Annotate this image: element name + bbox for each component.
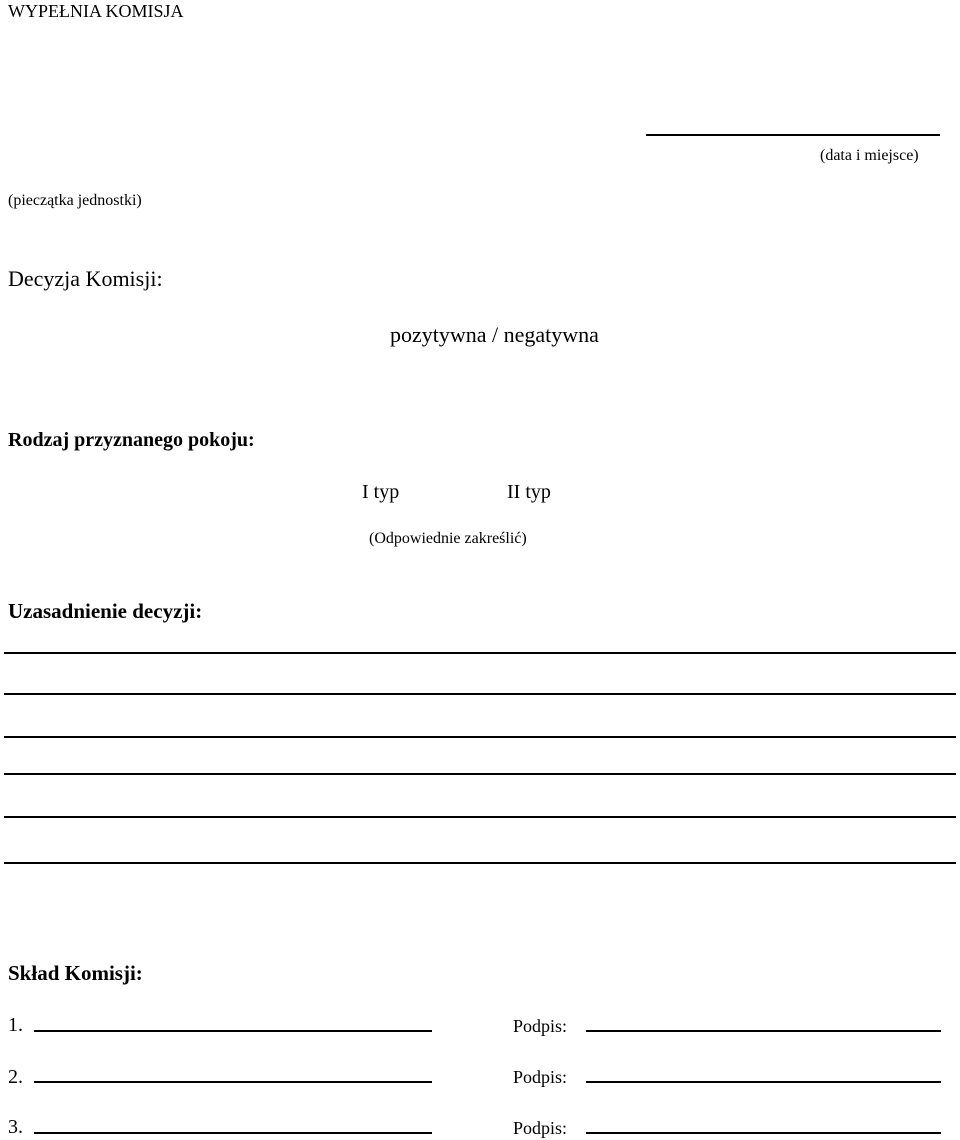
justification-line-3[interactable]	[4, 736, 956, 738]
signature-line-1[interactable]	[586, 1030, 941, 1032]
room-type-heading: Rodzaj przyznanego pokoju:	[8, 429, 255, 451]
decision-heading: Decyzja Komisji:	[8, 266, 163, 291]
room-type-option-1[interactable]: I typ	[362, 481, 400, 503]
justification-line-4[interactable]	[4, 773, 956, 775]
member-name-line-3[interactable]	[34, 1132, 432, 1134]
date-place-line[interactable]	[646, 134, 940, 136]
stamp-caption: (pieczątka jednostki)	[8, 192, 142, 209]
justification-line-5[interactable]	[4, 816, 956, 818]
room-type-instruction: (Odpowiednie zakreślić)	[369, 530, 527, 547]
justification-heading: Uzasadnienie decyzji:	[8, 599, 203, 623]
date-place-caption: (data i miejsce)	[820, 147, 919, 164]
signature-label-2: Podpis:	[513, 1067, 568, 1087]
justification-line-2[interactable]	[4, 693, 956, 695]
signature-line-2[interactable]	[586, 1081, 941, 1083]
member-number-2: 2.	[8, 1066, 23, 1088]
decision-options[interactable]: pozytywna / negatywna	[390, 322, 599, 347]
member-name-line-1[interactable]	[34, 1030, 432, 1032]
justification-line-1[interactable]	[4, 652, 956, 654]
member-number-1: 1.	[8, 1014, 23, 1036]
signature-label-1: Podpis:	[513, 1016, 568, 1036]
committee-heading: Skład Komisji:	[8, 961, 143, 985]
member-number-3: 3.	[8, 1116, 23, 1138]
member-name-line-2[interactable]	[34, 1081, 432, 1083]
justification-line-6[interactable]	[4, 862, 956, 864]
signature-line-3[interactable]	[586, 1132, 941, 1134]
header-label: WYPEŁNIA KOMISJA	[8, 1, 184, 21]
signature-label-3: Podpis:	[513, 1118, 568, 1138]
room-type-option-2[interactable]: II typ	[507, 481, 551, 503]
